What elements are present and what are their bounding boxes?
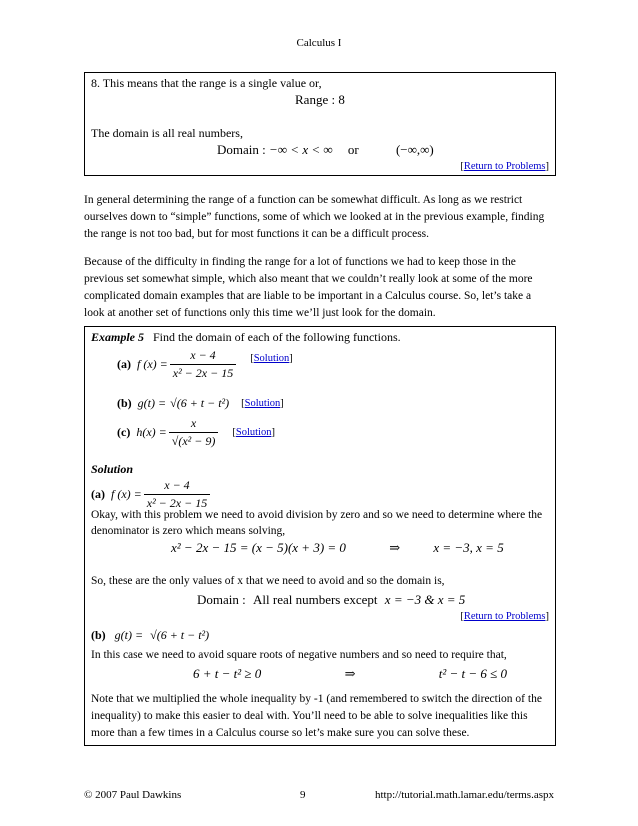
- problem-a-lhs: f (x) =: [137, 357, 168, 372]
- example-title: Example 5: [91, 330, 144, 344]
- solution-b-text1: In this case we need to avoid square roots of negative numbers and so need to require that,: [91, 649, 507, 661]
- problem-a-numerator: x − 4: [190, 348, 216, 362]
- solution-b-expression: √(6 + t − t²): [150, 628, 210, 642]
- solution-a-numerator: x − 4: [164, 478, 190, 492]
- example-intro: Find the domain of each of the following functions.: [153, 330, 401, 344]
- solution-b-header: [91, 627, 209, 644]
- problem-c-lhs: h(x) =: [136, 425, 167, 440]
- footer-url: http://tutorial.math.lamar.edu/terms.aspx: [374, 789, 554, 801]
- example-header: [91, 329, 401, 346]
- return-to-problems-link-1[interactable]: Return to Problems: [463, 161, 546, 172]
- solution-a-equation: [171, 539, 504, 558]
- solution-a-roots: x = −3, x = 5: [433, 540, 504, 555]
- problem-a-denominator: x² − 2x − 15: [170, 364, 236, 382]
- problem-c-numerator: x: [190, 416, 197, 430]
- solution-a-text1: Okay, with this problem we need to avoid division by zero and so we need to determine where the denominator is zero which means solving,: [91, 509, 543, 537]
- solution-b-text2: Note that we multiplied the whole inequality by -1 (and remembered to switch the direction of the inequality) to make this easier to deal with. You’ll need to be able to solve inequalities like this more than a few times in a Calculus course so let’s make sure you can solve these.: [91, 693, 542, 739]
- solution-a-domain-text: All real numbers except: [253, 592, 378, 607]
- solution-a-denominator: x² − 2x − 15: [144, 494, 210, 512]
- solution-a-eq: x² − 2x − 15 = (x − 5)(x + 3) = 0: [171, 540, 346, 555]
- solution-a-domain-expr: x = −3 & x = 5: [384, 592, 466, 607]
- solution-b-label: (b): [91, 628, 106, 642]
- domain-statement: [217, 141, 434, 160]
- solution-b-lhs: g(t) =: [114, 628, 144, 642]
- range-statement: Range : 8: [295, 92, 345, 107]
- problem-c-label: (c): [117, 425, 131, 440]
- solution-heading: Solution: [91, 462, 134, 476]
- problem-c-fraction: [169, 415, 219, 451]
- solution-a-label: (a): [91, 487, 105, 502]
- solution-b-ineq2: t² − t − 6 ≤ 0: [438, 666, 508, 681]
- problem-a-fraction: [170, 347, 236, 383]
- problem-a: (a) f (x) = $\frac{x - 4}{\text{x² − 2x − 15}}$ [Solution]: [117, 347, 293, 383]
- problem-b-lhs: g(t) =: [137, 396, 167, 410]
- box1-line2: The domain is all real numbers,: [91, 126, 243, 140]
- box1-line1: 8. This means that the range is a single value or,: [91, 76, 322, 90]
- solution-link-a[interactable]: Solution: [253, 353, 290, 364]
- solution-b-inequalities: [193, 665, 507, 684]
- problem-c: (c) h(x) = $\frac{x}{\text{√(x² − 9)}}$ [Solution]: [117, 415, 275, 451]
- paragraph-2: Because of the difficulty in finding the range for a lot of functions we had to keep those in the previous set somewhat simple, which also meant that we couldn’t really look at some of the more complicated domain examples that are liable to be important in a Calculus course. So, let’s take a look at another set of functions only this time we’ll just look for the domain.: [84, 256, 533, 319]
- problem-a-label: (a): [117, 357, 131, 372]
- solution-a-lhs: f (x) =: [111, 487, 142, 502]
- problem-c-denominator: √(x² − 9): [169, 432, 219, 450]
- problem-b: (b) g(t) = √(6 + t − t²) [Solution]: [117, 395, 284, 412]
- domain-interval: (−∞,∞): [395, 142, 434, 157]
- page-header-title: Calculus I: [296, 37, 342, 49]
- solution-b-ineq1: 6 + t − t² ≥ 0: [193, 666, 262, 681]
- implies-symbol-b: ⇒: [344, 666, 356, 681]
- problem-b-expression: √(6 + t − t²): [170, 396, 230, 410]
- solution-a-domain: [197, 591, 465, 610]
- solution-link-b[interactable]: Solution: [244, 398, 281, 410]
- implies-symbol-a: ⇒: [389, 540, 401, 555]
- return-to-problems-1: [Return to Problems]: [460, 161, 549, 172]
- or-text: or: [347, 142, 359, 157]
- example-box: [84, 326, 556, 746]
- paragraph-1: In general determining the range of a function can be somewhat difficult. As long as we restrict ourselves down to “simple” functions, some of which we looked at in the previous example, finding the range is not too bad, but for most functions it can be a difficult process.: [84, 194, 545, 240]
- return-to-problems-2: [Return to Problems]: [460, 611, 549, 622]
- domain-inequality: −∞ < x < ∞: [269, 142, 333, 157]
- problem-b-label: (b): [117, 396, 132, 410]
- solution-link-c[interactable]: Solution: [235, 427, 272, 439]
- solution-a-domain-label: Domain :: [197, 592, 246, 607]
- footer-page-number: 9: [300, 789, 306, 801]
- solution-a-text2: So, these are the only values of x that we need to avoid and so the domain is,: [91, 575, 445, 587]
- answer-box: [84, 72, 556, 176]
- footer-copyright: © 2007 Paul Dawkins: [84, 789, 182, 801]
- domain-label: Domain :: [217, 142, 266, 157]
- return-to-problems-link-2[interactable]: Return to Problems: [463, 611, 546, 622]
